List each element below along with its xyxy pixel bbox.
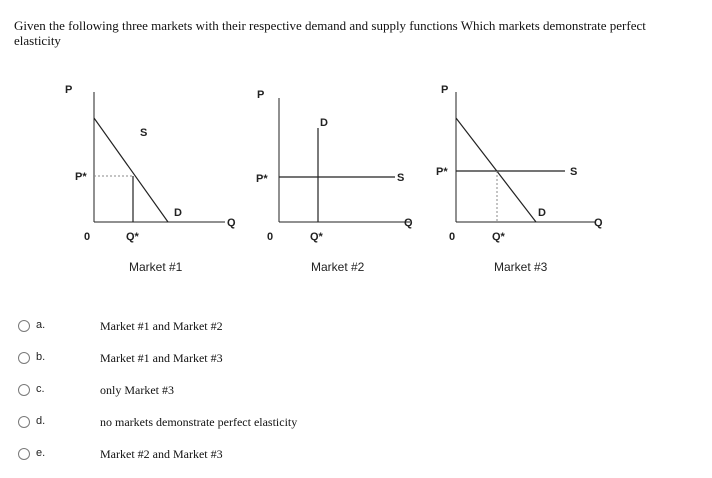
m1-title: Market #1: [129, 260, 183, 274]
m3-price-axis-label: P: [441, 84, 449, 96]
option-d-letter: d.: [36, 415, 46, 427]
option-a-text: Market #1 and Market #2: [100, 319, 223, 333]
m1-quantity-axis-label: Q: [227, 217, 236, 229]
option-b-letter: b.: [36, 351, 46, 363]
m2-quantity-axis-label: Q: [404, 217, 413, 229]
option-b-text: Market #1 and Market #3: [100, 351, 223, 365]
option-e-letter: e.: [36, 447, 46, 459]
m2-title: Market #2: [311, 260, 365, 274]
m1-supply-label: S: [140, 127, 148, 139]
m3-quantity-axis-label: Q: [594, 217, 603, 229]
market-3-diagram: [430, 80, 610, 280]
m3-demand-label: D: [538, 207, 546, 219]
market-diagrams: [60, 80, 620, 280]
m1-demand-curve: [94, 118, 168, 222]
option-d-text: no markets demonstrate perfect elasticity: [100, 415, 298, 429]
m1-equilibrium-quantity-label: Q*: [126, 231, 139, 243]
option-c-letter: c.: [36, 383, 45, 395]
option-d-radio[interactable]: [18, 416, 30, 428]
m3-supply-label: S: [570, 166, 578, 178]
m3-equilibrium-price-label: P*: [436, 166, 448, 178]
m1-equilibrium-price-label: P*: [75, 171, 87, 183]
m3-title: Market #3: [494, 260, 548, 274]
option-c-radio[interactable]: [18, 384, 30, 396]
market-2-diagram: [245, 80, 425, 280]
option-a[interactable]: [18, 318, 618, 336]
m2-price-axis-label: P: [257, 89, 265, 101]
m3-equilibrium-quantity-label: Q*: [492, 231, 505, 243]
option-e-radio[interactable]: [18, 448, 30, 460]
question-text: Given the following three markets with their respective demand and supply functions Which markets demonstrate perfect elasticity: [14, 18, 646, 48]
option-e-text: Market #2 and Market #3: [100, 447, 223, 461]
m3-origin-label: 0: [449, 231, 456, 243]
option-a-letter: a.: [36, 319, 46, 331]
m2-equilibrium-price-label: P*: [256, 173, 268, 185]
m2-demand-label: D: [320, 117, 328, 129]
m2-origin-label: 0: [267, 231, 274, 243]
option-b[interactable]: [18, 350, 618, 368]
m3-demand-curve: [456, 118, 536, 222]
m1-demand-label: D: [174, 207, 182, 219]
m1-origin-label: 0: [84, 231, 91, 243]
option-d[interactable]: [18, 414, 618, 432]
option-a-radio[interactable]: [18, 320, 30, 332]
m2-equilibrium-quantity-label: Q*: [310, 231, 323, 243]
option-c-text: only Market #3: [100, 383, 174, 397]
option-b-radio[interactable]: [18, 352, 30, 364]
m1-price-axis-label: P: [65, 84, 73, 96]
option-c[interactable]: [18, 382, 618, 400]
option-e[interactable]: [18, 446, 618, 464]
m2-supply-label: S: [397, 172, 405, 184]
market-1-diagram: [60, 80, 240, 280]
